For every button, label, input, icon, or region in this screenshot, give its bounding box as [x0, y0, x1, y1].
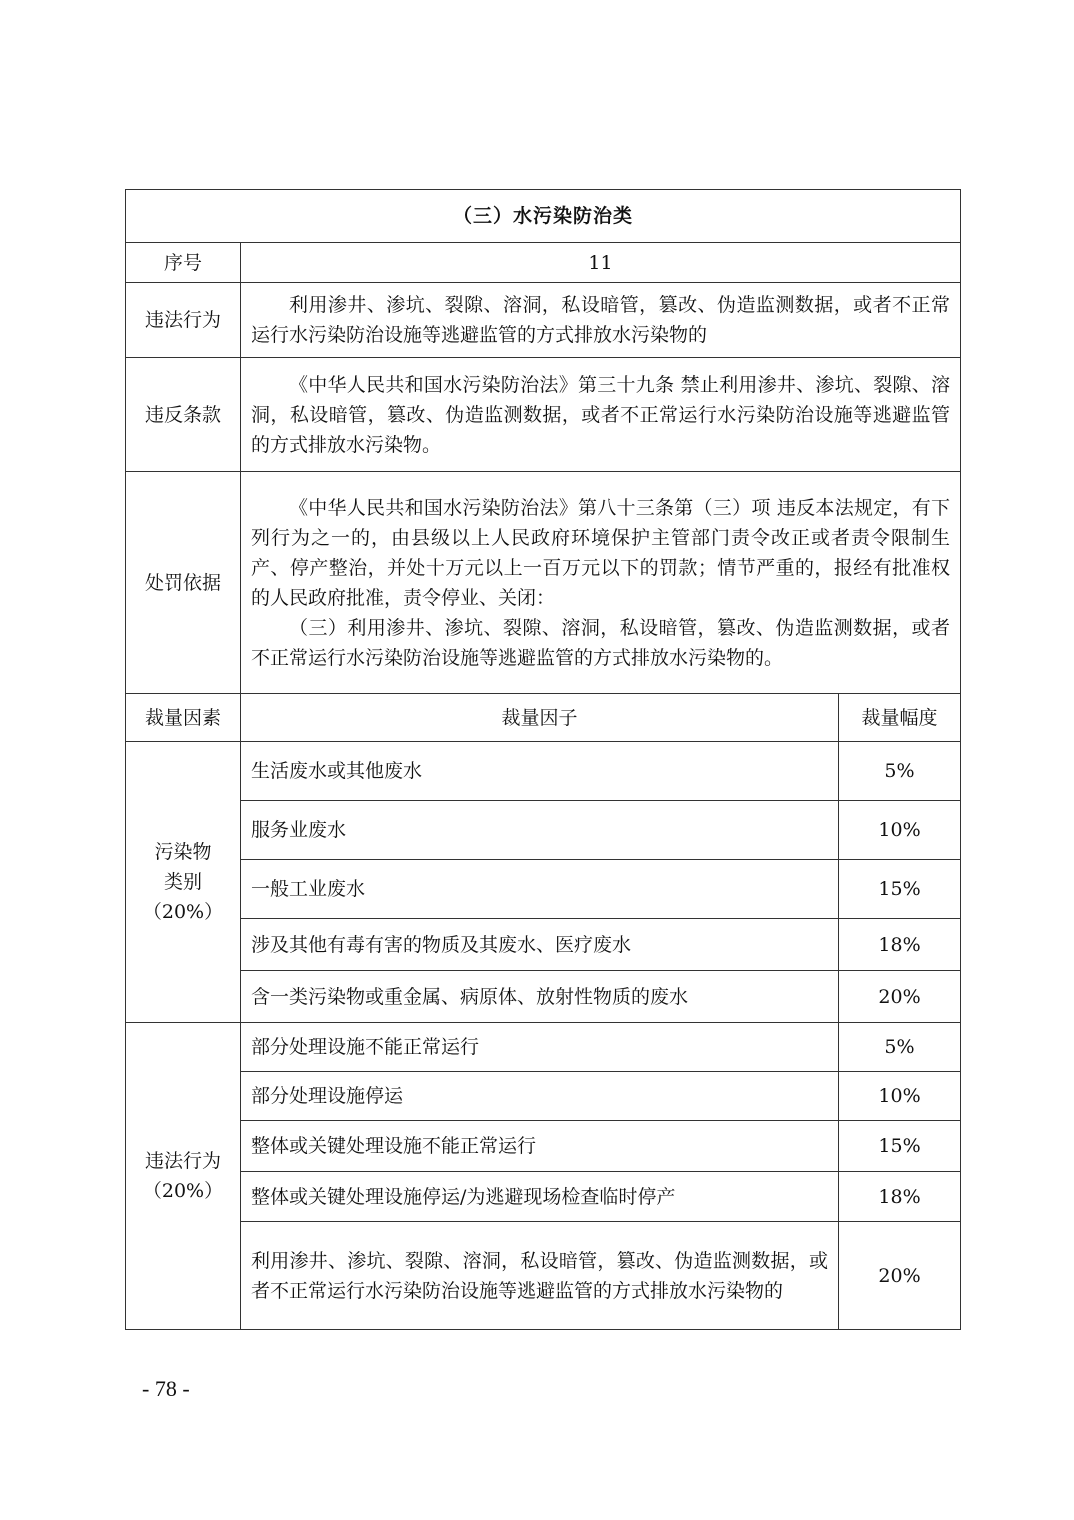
factor-text: 部分处理设施不能正常运行: [241, 1023, 839, 1072]
page-number: - 78 -: [142, 1376, 190, 1401]
factor-value: 5%: [839, 742, 961, 801]
table-row: [126, 742, 961, 801]
factor-text: 一般工业废水: [241, 860, 839, 919]
article-label: 违反条款: [126, 358, 241, 472]
factor-value: 18%: [839, 1172, 961, 1222]
group-label-pollutant: [126, 742, 241, 1023]
header-factor: 裁量因素: [126, 694, 241, 742]
article-text: 《中华人民共和国水污染防治法》第三十九条 禁止利用渗井、渗坑、裂隙、溶洞，私设暗管，篡改、伪造监测数据，或者不正常运行水污染防治设施等逃避监管的方式排放水污染物。: [251, 373, 951, 456]
factor-value: 15%: [839, 1121, 961, 1172]
section-title: （三）水污染防治类: [126, 190, 961, 243]
factor-text: 含一类污染物或重金属、病原体、放射性物质的废水: [241, 971, 839, 1023]
seq-value: 11: [241, 243, 961, 283]
factor-text: 利用渗井、渗坑、裂隙、溶洞，私设暗管，篡改、伪造监测数据，或者不正常运行水污染防治设施等逃避监管的方式排放水污染物的: [241, 1222, 839, 1330]
violation-cell: [241, 283, 961, 358]
factor-text: 整体或关键处理设施不能正常运行: [241, 1121, 839, 1172]
factor-text: 涉及其他有毒有害的物质及其废水、医疗废水: [241, 919, 839, 971]
factor-value: 10%: [839, 801, 961, 860]
table-row: [126, 971, 961, 1023]
table-row: [126, 1172, 961, 1222]
group-label-line: 污染物: [154, 841, 212, 863]
factor-text: 生活废水或其他废水: [241, 742, 839, 801]
factor-text: 整体或关键处理设施停运/为逃避现场检查临时停产: [241, 1172, 839, 1222]
table-row: [126, 801, 961, 860]
factor-value: 10%: [839, 1072, 961, 1121]
violation-label: 违法行为: [126, 283, 241, 358]
factor-value: 15%: [839, 860, 961, 919]
table-row: [126, 919, 961, 971]
group-label-line: 类别: [163, 871, 202, 893]
factor-value: 20%: [839, 1222, 961, 1330]
article-cell: [241, 358, 961, 472]
factor-text: 服务业废水: [241, 801, 839, 860]
factor-value: 5%: [839, 1023, 961, 1072]
group-label-line: （20%）: [142, 901, 224, 923]
header-range: 裁量幅度: [839, 694, 961, 742]
factor-value: 18%: [839, 919, 961, 971]
group-label-line: （20%）: [142, 1180, 224, 1202]
penalty-label: 处罚依据: [126, 472, 241, 694]
factor-value: 20%: [839, 971, 961, 1023]
table-row: [126, 860, 961, 919]
table-row: [126, 1023, 961, 1072]
penalty-text-1: 《中华人民共和国水污染防治法》第八十三条第（三）项 违反本法规定，有下列行为之一的，由县级以上人民政府环境保护主管部门责令改正或者责令限制生产、停产整治，并处十万元以上一百万元以下的罚款；情节严重的，报经有批准权的人民政府批准，责令停业、关闭：: [251, 496, 951, 609]
penalty-text-2: （三）利用渗井、渗坑、裂隙、溶洞，私设暗管，篡改、伪造监测数据，或者不正常运行水污染防治设施等逃避监管的方式排放水污染物的。: [251, 616, 951, 669]
violation-text: 利用渗井、渗坑、裂隙、溶洞，私设暗管，篡改、伪造监测数据，或者不正常运行水污染防治设施等逃避监管的方式排放水污染物的: [251, 294, 951, 346]
table-row: [126, 1072, 961, 1121]
table-row: [126, 1222, 961, 1330]
table-row: [126, 1121, 961, 1172]
group-label-violation: [126, 1023, 241, 1330]
seq-label: 序号: [126, 243, 241, 283]
factor-text: 部分处理设施停运: [241, 1072, 839, 1121]
penalty-cell: [241, 472, 961, 694]
header-sub-factor: 裁量因子: [241, 694, 839, 742]
group-label-line: 违法行为: [144, 1150, 221, 1172]
regulation-table: [125, 189, 961, 1330]
